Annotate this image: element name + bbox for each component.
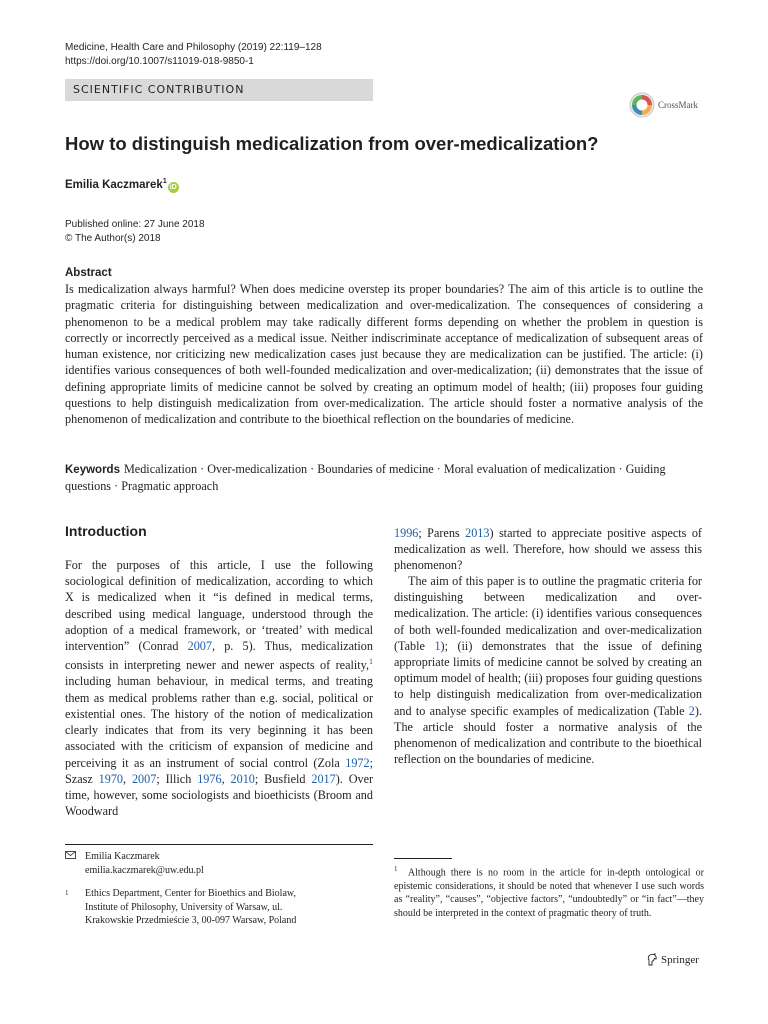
doi-link[interactable]: https://doi.org/10.1007/s11019-018-9850-1 [65,56,254,67]
publication-info [65,218,205,246]
journal-header [65,41,322,69]
citation-link[interactable]: 2010 [230,771,255,786]
citation-link[interactable]: 1996 [394,526,419,540]
abstract-heading: Abstract [65,267,112,279]
correspondence-name: Emilia Kaczmarek [85,851,160,862]
citation-link[interactable]: 2013 [465,526,490,540]
citation-link[interactable]: 2017 [311,771,336,786]
body-text: ; Szasz [65,755,373,786]
body-text: The aim of this paper is to outline the pragmatic criteria for distinguishing between medicalization and over-medicalization. The article: (i) identifies various consequences of both well-founded medicalization and over-medicalization (Table [394,574,702,653]
affiliation-line: Krakowskie Przedmieście 3, 00-097 Warsaw, Poland [85,915,297,926]
body-text: including human behaviour, in medical terms, and treating them as medical problems rather than e.g. social, political or existential ones. The history of the notion of medicalization clearly indicates that from its very beginning it has been associated with the criticism of expansion of medicine and perceiving it as an instrument of social control (Zola [65,674,373,770]
author-line [65,178,179,193]
article-title: How to distinguish medicalization from over-medicalization? [65,133,599,154]
author-name[interactable]: Emilia Kaczmarek [65,178,163,191]
orcid-icon[interactable]: iD [169,183,177,191]
affiliation-line: Ethics Department, Center for Bioethics and Biolaw, [85,888,296,899]
introduction-paragraph-1 [65,557,373,819]
body-text: , [123,771,132,786]
citation-link[interactable]: 2007 [131,771,157,786]
footnote-mark: 1 [394,865,398,873]
body-text: , [221,771,231,786]
citation-link[interactable]: 1976 [197,771,222,786]
abstract-text: Is medicalization always harmful? When does medicine overstep its proper boundaries? The aim of this article is to outline the pragmatic criteria for distinguishing between medicalization and over-medicalization. The consequences of considering a phenomenon to be a medical problem may take radically different forms depending on whether the problem in question is correctly or incorrectly perceived as a medical issue. Neither indiscriminate acceptance of medicalization of subsequent areas of human existence, nor criticizing new medicalization cases just because they are medicalization can be justified. The article: (i) identifies various consequences of both well-founded medicalization and over-medicalization; (ii) demonstrates that the issue of defining appropriate limits of medicine cannot be solved by creating an optimum model of health; (iii) proposes four guiding questions to help distinguish medicalization from over-medicalization. The article should foster a normative analysis of the phenomenon of medicalization and contribute to the bioethical reflection on the boundaries of medicine. [65,282,703,427]
introduction-paragraph-1-continued [394,525,702,574]
correspondence-email[interactable]: emilia.kaczmarek@uw.edu.pl [85,864,204,876]
affiliation-mark: 1 [65,889,69,897]
author-affiliation-mark: 1 [162,178,167,185]
body-text: ); (ii) demonstrates that the issue of defining appropriate limits of medicine cannot be solved by creating an optimum model of health; (iii) proposes four guiding questions to help distinguish medicalization from over-medicalization and to analyse specific examples of medicalization (Table [394,638,702,718]
published-date: Published online: 27 June 2018 [65,219,205,230]
keywords [65,461,705,495]
crossmark-badge[interactable] [629,92,698,118]
publisher-name: Springer [661,953,699,966]
body-text: ) started to appreciate positive aspects of medicalization as well. Therefore, how should we assess this phenomenon? [394,526,702,573]
body-text: For the purposes of this article, I use the following sociological definition of medicalization, according to which X is medicalized when it “is defined in medical terms, described using medical language, understood through the adoption of a medical framework, or ‘treated’ with medical intervention” (Conrad [65,558,373,654]
footnote-divider [394,858,452,859]
citation-link[interactable]: 2007 [187,639,212,654]
crossmark-icon [629,92,655,118]
table-link[interactable]: 1 [434,638,441,653]
envelope-icon [65,850,85,864]
table-link[interactable]: 2 [688,703,695,718]
footnote-text: Although there is no room in the article for in-depth ontological or epistemic considerations, it should be noted that whenever I use such words as “reality”, “causes”, “objective factors”, “undoubtedly” or “in fact”—they should be interpreted in the context of pragmatic theory of truth. [394,867,705,919]
body-text: , p. 5). Thus, medicalization consists in interpreting newer and newer aspects of reality, [65,639,373,673]
citation-link[interactable]: 1970 [98,771,124,786]
footnote [394,863,704,920]
keywords-text: Medicalization · Over-medicalization · Boundaries of medicine · Moral evaluation of medicalization · Guiding questions · Pragmatic approach [65,462,666,494]
footnote-ref[interactable]: 1 [369,657,373,667]
affiliation-line: Institute of Philosophy, University of Warsaw, ul. [85,901,283,913]
publisher-logo[interactable] [646,953,699,966]
journal-citation: Medicine, Health Care and Philosophy (2019) 22:119–128 [65,42,322,53]
body-text: ). The article should foster a normative analysis of the phenomenon of medicalization and contribute to the bioethical reflection on the boundaries of medicine. [394,703,702,767]
copyright-line: © The Author(s) 2018 [65,233,161,244]
body-text: ; Illich [156,771,198,786]
body-text: ; Parens [418,526,466,540]
springer-horse-icon [646,953,658,966]
footer-divider [65,844,373,845]
introduction-heading: Introduction [65,523,147,539]
citation-link[interactable]: 1972 [345,755,370,770]
correspondence-block [65,850,373,877]
introduction-paragraph-2 [394,573,702,767]
keywords-label: Keywords [65,464,120,476]
crossmark-label: CrossMark [658,100,698,110]
affiliation-block [65,887,373,928]
section-banner: SCIENTIFIC CONTRIBUTION [65,79,373,101]
body-text: ; Busfield [254,771,312,786]
body-text: ). Over time, however, some sociologists and bioethicists (Broom and Woodward [65,771,374,819]
